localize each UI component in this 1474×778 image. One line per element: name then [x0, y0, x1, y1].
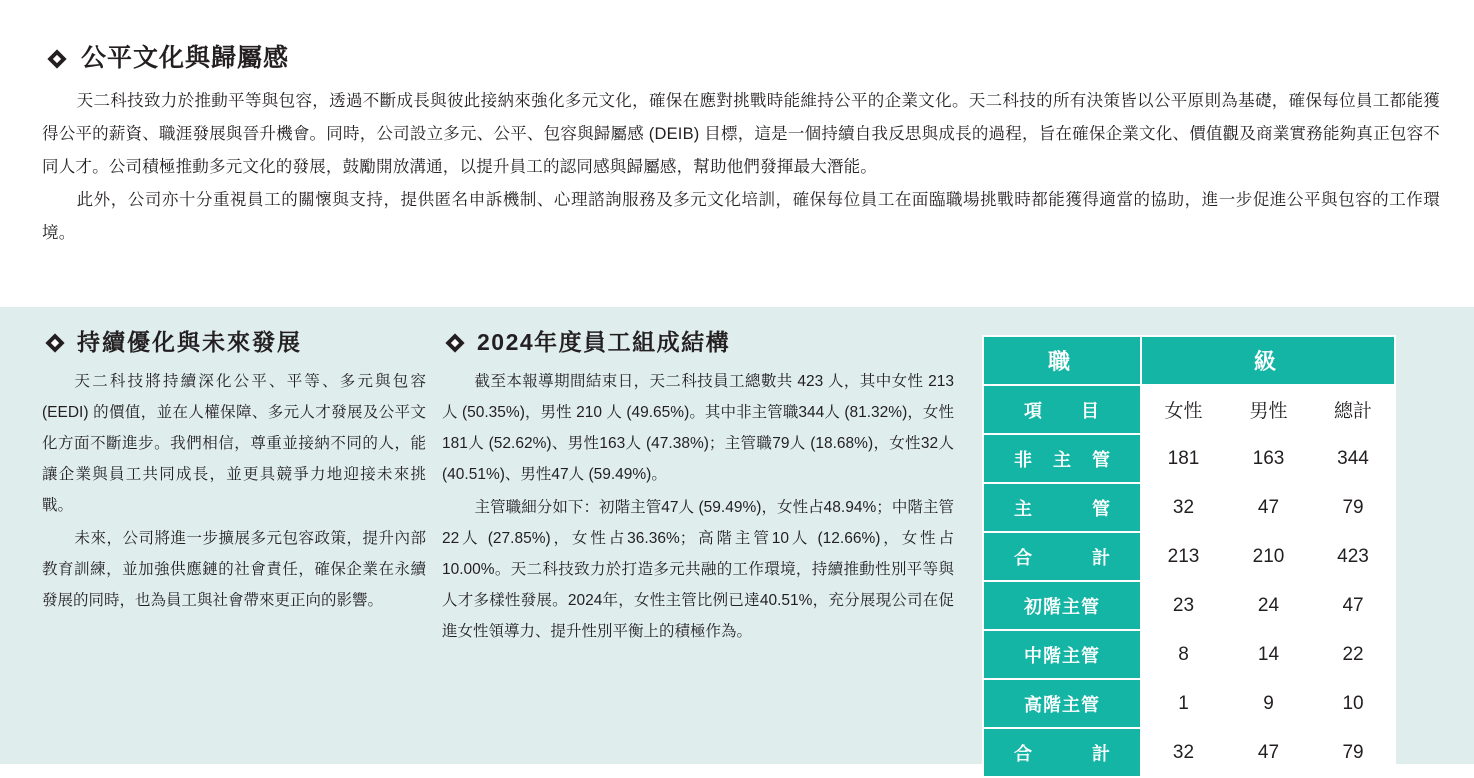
table-header-level: 級: [1141, 336, 1395, 385]
paragraph: 天二科技致力於推動平等與包容，透過不斷成長與彼此接納來強化多元文化，確保在應對挑戰時能維持公平的企業文化。天二科技的所有決策皆以公平原則為基礎，確保每位員工都能獲得公平的薪資、職涯發展與晉升機會。同時，公司設立多元、公平、包容與歸屬感 (DEIB) 目標，這是一個持續自我反思與成長的過程，旨在確保企業文化、價值觀及商業實務能夠真正包容不同人才。公司積極推動多元文化的發展，鼓勵開放溝通，以提升員工的認同感與歸屬感，幫助他們發揮最大潛能。: [42, 92, 1440, 176]
diamond-icon: [46, 48, 68, 70]
page-title: 公平文化與歸屬感: [81, 44, 290, 72]
cell-total: 79: [1311, 728, 1395, 777]
left-column-title: 持續優化與未來發展: [77, 329, 302, 355]
cell-male: 210: [1226, 532, 1311, 581]
cell-female: 8: [1141, 630, 1226, 679]
table-col-male: 男性: [1226, 385, 1311, 434]
fair-culture-section: [0, 0, 1474, 307]
row-label: 初階主管: [983, 581, 1141, 630]
mid-column-title: 2024年度員工組成結構: [477, 329, 731, 355]
cell-female: 32: [1141, 728, 1226, 777]
cell-male: 9: [1226, 679, 1311, 728]
row-label: 合 計: [983, 728, 1141, 777]
table-col-total: 總計: [1311, 385, 1395, 434]
paragraph: 天二科技將持續深化公平、平等、多元與包容 (EEDI) 的價值，並在人權保障、多元人才發展及公平文化方面不斷進步。我們相信，尊重並接納不同的人，能讓企業與員工共同成長，並更具競爭力地迎接未來挑戰。: [42, 373, 426, 514]
cell-total: 344: [1311, 434, 1395, 483]
row-label: 非 主 管: [983, 434, 1141, 483]
cell-female: 1: [1141, 679, 1226, 728]
cell-female: 213: [1141, 532, 1226, 581]
section-heading: [444, 331, 954, 354]
cell-male: 47: [1226, 483, 1311, 532]
table-row: [983, 679, 1395, 728]
table-col-female: 女性: [1141, 385, 1226, 434]
cell-female: 181: [1141, 434, 1226, 483]
lower-panel: [0, 307, 1474, 764]
paragraph: 截至本報導期間結束日，天二科技員工總數共 423 人，其中女性 213 人 (50.35%)，男性 210 人 (49.65%)。其中非主管職344人 (81.32%)，女性181人 (52.62%)、男性163人 (47.38%)；主管職79人 (18.68%)，女性32人 (40.51%)、男性47人 (59.49%)。: [442, 373, 954, 483]
table-col-item: 項 目: [983, 385, 1141, 434]
table-row: [983, 483, 1395, 532]
cell-female: 32: [1141, 483, 1226, 532]
future-development-column: [42, 331, 442, 764]
cell-male: 163: [1226, 434, 1311, 483]
table-row: [983, 728, 1395, 777]
cell-male: 24: [1226, 581, 1311, 630]
table-row: [983, 532, 1395, 581]
section-heading: [46, 46, 1440, 71]
diamond-icon: [444, 332, 466, 354]
cell-total: 423: [1311, 532, 1395, 581]
cell-total: 79: [1311, 483, 1395, 532]
statistics-table-column: [972, 331, 1440, 764]
paragraph: 此外，公司亦十分重視員工的關懷與支持，提供匿名申訴機制、心理諮詢服務及多元文化培訓，確保每位員工在面臨職場挑戰時都能獲得適當的協助，進一步促進公平與包容的工作環境。: [42, 191, 1440, 242]
cell-total: 22: [1311, 630, 1395, 679]
row-label: 高階主管: [983, 679, 1141, 728]
diamond-icon: [44, 332, 66, 354]
table-row: [983, 630, 1395, 679]
cell-male: 47: [1226, 728, 1311, 777]
row-label: 主 管: [983, 483, 1141, 532]
row-label: 合 計: [983, 532, 1141, 581]
table-column-header-row: [983, 385, 1395, 434]
paragraph: 主管職細分如下：初階主管47人 (59.49%)，女性占48.94%；中階主管22人 (27.85%)，女性占36.36%；高階主管10人 (12.66%)，女性占10.00%。天二科技致力於打造多元共融的工作環境，持續推動性別平等與人才多樣性發展。2024年，女性主管比例已達40.51%，充分展現公司在促進女性領導力、提升性別平衡上的積極作為。: [442, 499, 954, 640]
row-label: 中階主管: [983, 630, 1141, 679]
table-top-header-row: [983, 336, 1395, 385]
table-row: [983, 581, 1395, 630]
cell-total: 47: [1311, 581, 1395, 630]
cell-male: 14: [1226, 630, 1311, 679]
paragraph: 未來，公司將進一步擴展多元包容政策，提升內部教育訓練，並加強供應鏈的社會責任，確保企業在永續發展的同時，也為員工與社會帶來更正向的影響。: [42, 530, 426, 609]
table-row: [983, 434, 1395, 483]
cell-total: 10: [1311, 679, 1395, 728]
cell-female: 23: [1141, 581, 1226, 630]
section-heading: [44, 331, 426, 354]
employee-composition-column: [442, 331, 972, 764]
table-header-job: 職: [983, 336, 1141, 385]
employee-statistics-table: [982, 335, 1396, 778]
